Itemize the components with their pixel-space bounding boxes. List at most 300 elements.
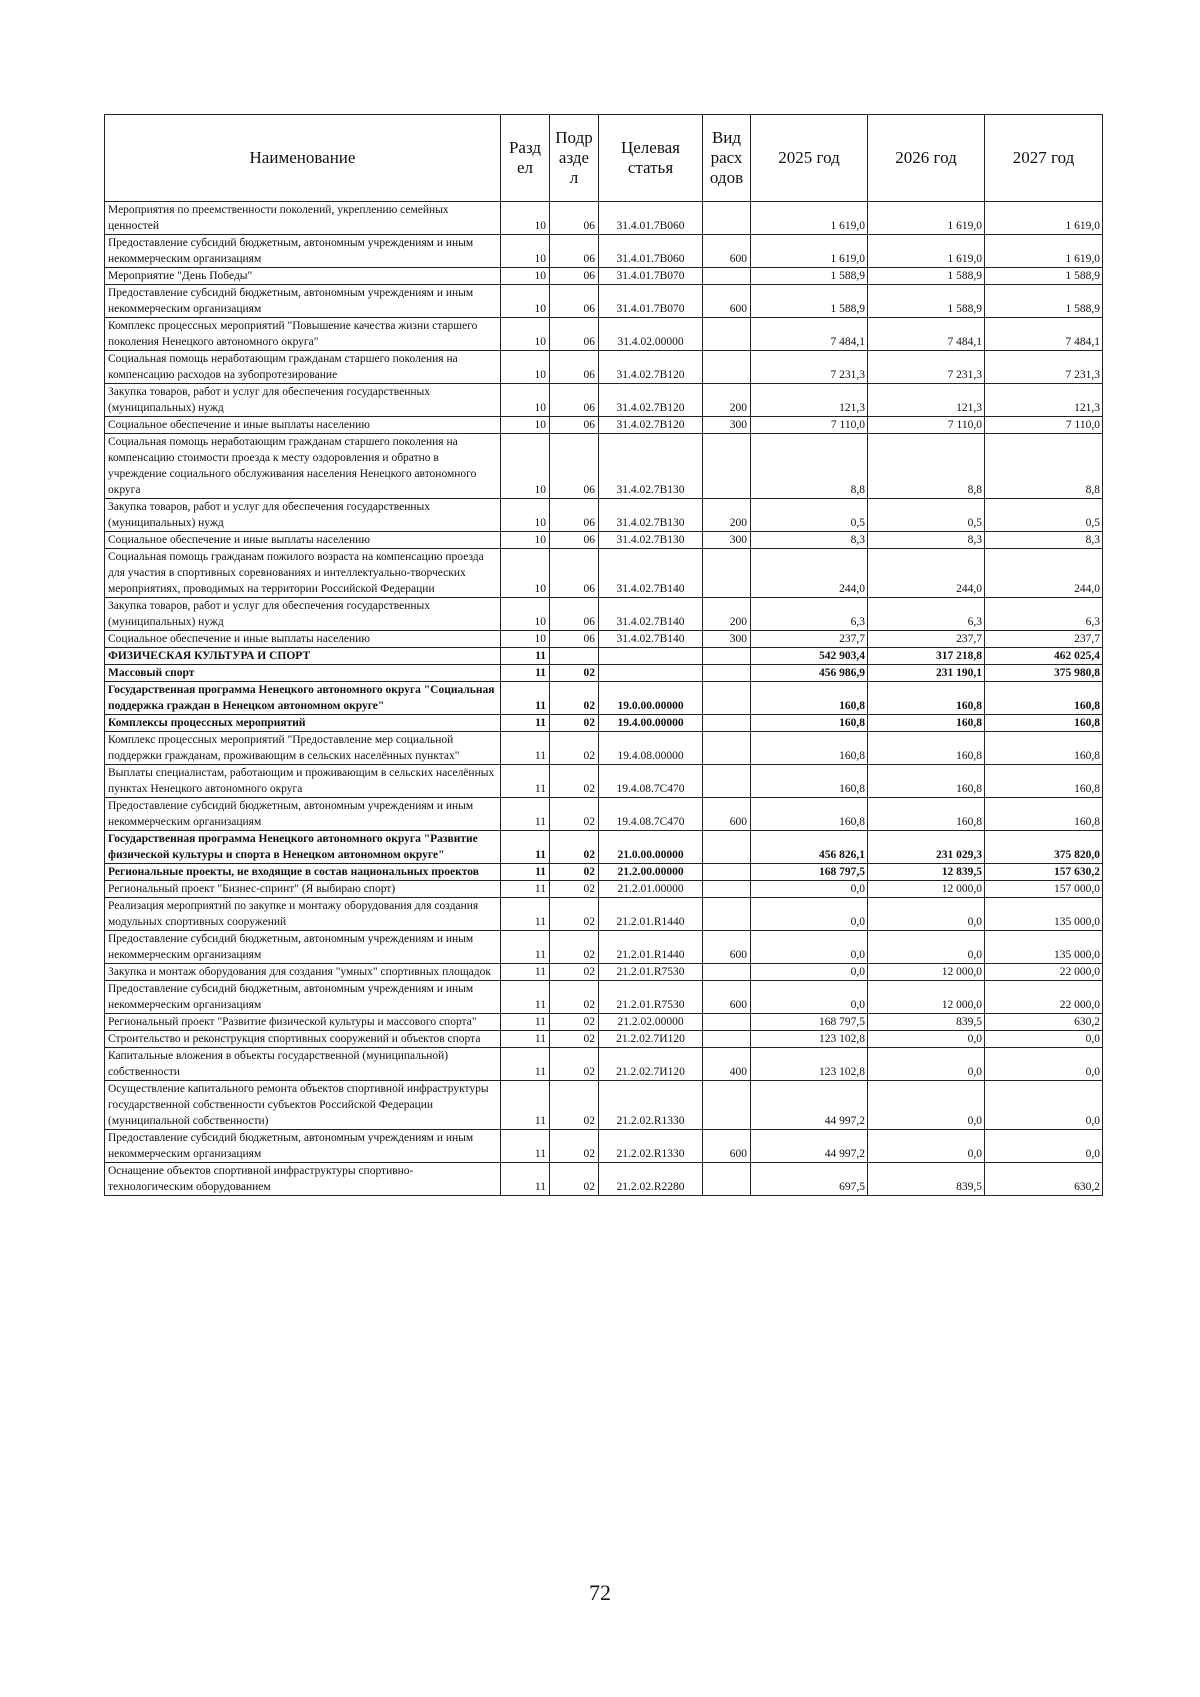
cell-2027: 135 000,0 xyxy=(985,931,1103,964)
cell-2027: 22 000,0 xyxy=(985,981,1103,1014)
cell-2025: 244,0 xyxy=(751,549,868,598)
cell-2027: 157 000,0 xyxy=(985,881,1103,898)
table-row xyxy=(105,931,1103,964)
cell-2026: 0,0 xyxy=(868,931,985,964)
cell-2027: 160,8 xyxy=(985,715,1103,732)
cell-kind: 600 xyxy=(703,1130,751,1163)
cell-subsection: 06 xyxy=(550,549,599,598)
cell-section: 10 xyxy=(501,318,550,351)
cell-target xyxy=(599,665,703,682)
cell-subsection: 06 xyxy=(550,318,599,351)
cell-2025: 123 102,8 xyxy=(751,1048,868,1081)
cell-2026: 1 588,9 xyxy=(868,285,985,318)
cell-2025: 0,0 xyxy=(751,964,868,981)
cell-section: 11 xyxy=(501,715,550,732)
page-number: 72 xyxy=(589,1580,611,1605)
cell-2025: 0,0 xyxy=(751,931,868,964)
cell-target: 19.4.00.00000 xyxy=(599,715,703,732)
header-kind: Вид расх одов xyxy=(703,115,751,202)
cell-2027: 160,8 xyxy=(985,682,1103,715)
cell-2025: 160,8 xyxy=(751,765,868,798)
cell-2026: 231 190,1 xyxy=(868,665,985,682)
cell-2026: 160,8 xyxy=(868,715,985,732)
cell-2026: 237,7 xyxy=(868,631,985,648)
cell-section: 11 xyxy=(501,981,550,1014)
table-row xyxy=(105,417,1103,434)
table-row xyxy=(105,1163,1103,1196)
cell-2026: 6,3 xyxy=(868,598,985,631)
budget-table xyxy=(104,114,1103,1196)
cell-name: Государственная программа Ненецкого автономного округа "Социальная поддержка граждан в Ненецком автономном округе" xyxy=(105,682,501,715)
cell-2026: 1 588,9 xyxy=(868,268,985,285)
cell-2025: 456 986,9 xyxy=(751,665,868,682)
cell-2025: 168 797,5 xyxy=(751,1014,868,1031)
cell-subsection: 02 xyxy=(550,931,599,964)
cell-2025: 542 903,4 xyxy=(751,648,868,665)
cell-2027: 630,2 xyxy=(985,1014,1103,1031)
cell-2026: 8,8 xyxy=(868,434,985,499)
cell-name: Социальная помощь неработающим гражданам старшего поколения на компенсацию стоимости проезда к месту оздоровления и обратно в учреждение социального обслуживания населения Ненецкого автономного округа xyxy=(105,434,501,499)
cell-name: Социальное обеспечение и иные выплаты населению xyxy=(105,631,501,648)
cell-2027: 1 588,9 xyxy=(985,285,1103,318)
cell-2025: 8,3 xyxy=(751,532,868,549)
cell-2027: 0,0 xyxy=(985,1048,1103,1081)
cell-2026: 12 000,0 xyxy=(868,981,985,1014)
cell-2025: 7 484,1 xyxy=(751,318,868,351)
cell-2026: 839,5 xyxy=(868,1014,985,1031)
cell-target: 21.2.01.R7530 xyxy=(599,964,703,981)
cell-kind: 200 xyxy=(703,598,751,631)
table-row xyxy=(105,964,1103,981)
cell-name: Государственная программа Ненецкого автономного округа "Развитие физической культуры и спорта в Ненецком автономном округе" xyxy=(105,831,501,864)
cell-2027: 244,0 xyxy=(985,549,1103,598)
cell-kind xyxy=(703,864,751,881)
cell-name: ФИЗИЧЕСКАЯ КУЛЬТУРА И СПОРТ xyxy=(105,648,501,665)
cell-2026: 7 484,1 xyxy=(868,318,985,351)
cell-2027: 1 588,9 xyxy=(985,268,1103,285)
cell-section: 11 xyxy=(501,881,550,898)
cell-target: 31.4.02.7В120 xyxy=(599,384,703,417)
cell-2026: 121,3 xyxy=(868,384,985,417)
cell-2025: 237,7 xyxy=(751,631,868,648)
cell-subsection: 02 xyxy=(550,665,599,682)
table-row xyxy=(105,1081,1103,1130)
cell-kind xyxy=(703,898,751,931)
cell-2026: 12 000,0 xyxy=(868,964,985,981)
cell-subsection: 02 xyxy=(550,1014,599,1031)
table-body xyxy=(105,202,1103,1196)
cell-kind: 600 xyxy=(703,981,751,1014)
table-row xyxy=(105,499,1103,532)
cell-subsection: 06 xyxy=(550,499,599,532)
cell-2025: 44 997,2 xyxy=(751,1130,868,1163)
cell-section: 11 xyxy=(501,798,550,831)
cell-section: 11 xyxy=(501,1048,550,1081)
table-row xyxy=(105,881,1103,898)
cell-kind xyxy=(703,732,751,765)
cell-target: 31.4.02.7В140 xyxy=(599,631,703,648)
cell-2025: 1 588,9 xyxy=(751,268,868,285)
cell-subsection: 02 xyxy=(550,964,599,981)
header-2025: 2025 год xyxy=(751,115,868,202)
cell-name: Реализация мероприятий по закупке и монтажу оборудования для создания модульных спортивных сооружений xyxy=(105,898,501,931)
cell-target: 19.4.08.7С470 xyxy=(599,765,703,798)
cell-kind: 600 xyxy=(703,235,751,268)
cell-subsection: 06 xyxy=(550,434,599,499)
table-row xyxy=(105,434,1103,499)
cell-section: 11 xyxy=(501,1081,550,1130)
cell-kind xyxy=(703,682,751,715)
cell-section: 11 xyxy=(501,665,550,682)
cell-kind xyxy=(703,1014,751,1031)
cell-target: 21.2.02.R1330 xyxy=(599,1130,703,1163)
table-row xyxy=(105,631,1103,648)
cell-2026: 160,8 xyxy=(868,682,985,715)
cell-subsection: 02 xyxy=(550,1081,599,1130)
cell-subsection: 02 xyxy=(550,1163,599,1196)
cell-target: 21.2.01.R1440 xyxy=(599,898,703,931)
cell-subsection: 02 xyxy=(550,732,599,765)
cell-target: 21.2.02.7И120 xyxy=(599,1031,703,1048)
cell-2027: 1 619,0 xyxy=(985,202,1103,235)
table-row xyxy=(105,1130,1103,1163)
cell-section: 11 xyxy=(501,1031,550,1048)
cell-section: 10 xyxy=(501,235,550,268)
cell-name: Региональный проект "Бизнес-спринт" (Я выбираю спорт) xyxy=(105,881,501,898)
cell-kind xyxy=(703,964,751,981)
cell-2025: 0,0 xyxy=(751,898,868,931)
cell-section: 11 xyxy=(501,648,550,665)
cell-2027: 160,8 xyxy=(985,732,1103,765)
cell-section: 11 xyxy=(501,931,550,964)
cell-name: Капитальные вложения в объекты государственной (муниципальной) собственности xyxy=(105,1048,501,1081)
cell-kind xyxy=(703,881,751,898)
cell-subsection: 06 xyxy=(550,532,599,549)
cell-2025: 168 797,5 xyxy=(751,864,868,881)
table-row xyxy=(105,268,1103,285)
cell-subsection: 02 xyxy=(550,765,599,798)
cell-section: 11 xyxy=(501,898,550,931)
cell-subsection: 02 xyxy=(550,831,599,864)
cell-name: Социальное обеспечение и иные выплаты населению xyxy=(105,417,501,434)
cell-2027: 0,0 xyxy=(985,1031,1103,1048)
cell-2026: 160,8 xyxy=(868,732,985,765)
cell-2027: 375 980,8 xyxy=(985,665,1103,682)
cell-subsection: 02 xyxy=(550,1130,599,1163)
cell-section: 11 xyxy=(501,1163,550,1196)
cell-2027: 22 000,0 xyxy=(985,964,1103,981)
cell-subsection: 02 xyxy=(550,881,599,898)
cell-2027: 630,2 xyxy=(985,1163,1103,1196)
cell-kind: 200 xyxy=(703,499,751,532)
cell-target: 31.4.02.7В140 xyxy=(599,598,703,631)
cell-subsection: 02 xyxy=(550,1031,599,1048)
cell-2027: 135 000,0 xyxy=(985,898,1103,931)
cell-2027: 8,3 xyxy=(985,532,1103,549)
table-row xyxy=(105,682,1103,715)
cell-subsection: 02 xyxy=(550,715,599,732)
cell-2026: 244,0 xyxy=(868,549,985,598)
cell-target: 21.2.02.R2280 xyxy=(599,1163,703,1196)
cell-2026: 0,5 xyxy=(868,499,985,532)
cell-section: 10 xyxy=(501,499,550,532)
table-row xyxy=(105,831,1103,864)
cell-2027: 157 630,2 xyxy=(985,864,1103,881)
cell-target: 31.4.02.00000 xyxy=(599,318,703,351)
table-row xyxy=(105,1031,1103,1048)
cell-target: 31.4.01.7В070 xyxy=(599,285,703,318)
cell-2027: 0,5 xyxy=(985,499,1103,532)
cell-section: 11 xyxy=(501,831,550,864)
table-row xyxy=(105,532,1103,549)
cell-target: 31.4.01.7В060 xyxy=(599,202,703,235)
cell-2026: 160,8 xyxy=(868,765,985,798)
cell-2027: 121,3 xyxy=(985,384,1103,417)
cell-section: 10 xyxy=(501,417,550,434)
cell-target: 21.0.00.00000 xyxy=(599,831,703,864)
cell-2027: 375 820,0 xyxy=(985,831,1103,864)
cell-section: 10 xyxy=(501,285,550,318)
table-row xyxy=(105,981,1103,1014)
cell-name: Предоставление субсидий бюджетным, автономным учреждениям и иным некоммерческим организациям xyxy=(105,1130,501,1163)
cell-2026: 0,0 xyxy=(868,1031,985,1048)
cell-subsection: 06 xyxy=(550,202,599,235)
cell-kind xyxy=(703,268,751,285)
cell-subsection: 02 xyxy=(550,682,599,715)
cell-2025: 160,8 xyxy=(751,798,868,831)
cell-name: Массовый спорт xyxy=(105,665,501,682)
cell-subsection: 06 xyxy=(550,598,599,631)
cell-kind xyxy=(703,715,751,732)
cell-name: Социальное обеспечение и иные выплаты населению xyxy=(105,532,501,549)
table-row xyxy=(105,665,1103,682)
cell-2026: 1 619,0 xyxy=(868,235,985,268)
cell-section: 11 xyxy=(501,864,550,881)
cell-name: Региональные проекты, не входящие в состав национальных проектов xyxy=(105,864,501,881)
cell-2026: 160,8 xyxy=(868,798,985,831)
cell-subsection: 02 xyxy=(550,898,599,931)
cell-2026: 839,5 xyxy=(868,1163,985,1196)
cell-2025: 160,8 xyxy=(751,715,868,732)
header-name: Наименование xyxy=(105,115,501,202)
cell-2025: 44 997,2 xyxy=(751,1081,868,1130)
table-row xyxy=(105,384,1103,417)
cell-2025: 456 826,1 xyxy=(751,831,868,864)
cell-target: 31.4.02.7В120 xyxy=(599,417,703,434)
cell-subsection: 02 xyxy=(550,981,599,1014)
cell-target: 21.2.01.00000 xyxy=(599,881,703,898)
cell-name: Комплекс процессных мероприятий "Повышение качества жизни старшего поколения Ненецкого автономного округа" xyxy=(105,318,501,351)
table-row xyxy=(105,318,1103,351)
table-row xyxy=(105,798,1103,831)
cell-2026: 0,0 xyxy=(868,1048,985,1081)
cell-kind: 300 xyxy=(703,532,751,549)
cell-kind xyxy=(703,434,751,499)
cell-name: Закупка и монтаж оборудования для создания "умных" спортивных площадок xyxy=(105,964,501,981)
table-header-row xyxy=(105,115,1103,202)
cell-name: Закупка товаров, работ и услуг для обеспечения государственных (муниципальных) нужд xyxy=(105,499,501,532)
cell-2027: 6,3 xyxy=(985,598,1103,631)
cell-section: 10 xyxy=(501,202,550,235)
table-row xyxy=(105,864,1103,881)
cell-2025: 0,0 xyxy=(751,881,868,898)
cell-target: 21.2.00.00000 xyxy=(599,864,703,881)
cell-target: 31.4.02.7В140 xyxy=(599,549,703,598)
cell-section: 10 xyxy=(501,351,550,384)
table-row xyxy=(105,202,1103,235)
cell-kind xyxy=(703,202,751,235)
cell-name: Предоставление субсидий бюджетным, автономным учреждениям и иным некоммерческим организациям xyxy=(105,235,501,268)
cell-2026: 8,3 xyxy=(868,532,985,549)
cell-target: 19.4.08.00000 xyxy=(599,732,703,765)
cell-2026: 0,0 xyxy=(868,898,985,931)
cell-kind: 600 xyxy=(703,285,751,318)
cell-subsection xyxy=(550,648,599,665)
cell-name: Мероприятия по преемственности поколений, укреплению семейных ценностей xyxy=(105,202,501,235)
cell-2025: 0,5 xyxy=(751,499,868,532)
cell-target xyxy=(599,648,703,665)
cell-subsection: 06 xyxy=(550,268,599,285)
cell-2026: 12 000,0 xyxy=(868,881,985,898)
cell-kind xyxy=(703,1163,751,1196)
cell-kind xyxy=(703,765,751,798)
cell-target: 19.0.00.00000 xyxy=(599,682,703,715)
cell-2025: 6,3 xyxy=(751,598,868,631)
table-row xyxy=(105,715,1103,732)
cell-2025: 7 110,0 xyxy=(751,417,868,434)
cell-name: Предоставление субсидий бюджетным, автономным учреждениям и иным некоммерческим организациям xyxy=(105,285,501,318)
cell-subsection: 06 xyxy=(550,417,599,434)
header-section: Разд ел xyxy=(501,115,550,202)
cell-name: Предоставление субсидий бюджетным, автономным учреждениям и иным некоммерческим организациям xyxy=(105,931,501,964)
cell-section: 10 xyxy=(501,434,550,499)
cell-section: 11 xyxy=(501,682,550,715)
cell-subsection: 02 xyxy=(550,798,599,831)
cell-kind: 400 xyxy=(703,1048,751,1081)
cell-2027: 7 110,0 xyxy=(985,417,1103,434)
table-row xyxy=(105,648,1103,665)
cell-kind xyxy=(703,549,751,598)
cell-kind xyxy=(703,1031,751,1048)
cell-2025: 160,8 xyxy=(751,732,868,765)
cell-target: 21.2.02.R1330 xyxy=(599,1081,703,1130)
cell-name: Региональный проект "Развитие физической культуры и массового спорта" xyxy=(105,1014,501,1031)
cell-target: 31.4.02.7В130 xyxy=(599,532,703,549)
cell-2025: 7 231,3 xyxy=(751,351,868,384)
cell-name: Оснащение объектов спортивной инфраструктуры спортивно-технологическим оборудованием xyxy=(105,1163,501,1196)
cell-target: 31.4.01.7В060 xyxy=(599,235,703,268)
cell-kind xyxy=(703,831,751,864)
cell-2026: 0,0 xyxy=(868,1081,985,1130)
cell-2027: 160,8 xyxy=(985,798,1103,831)
cell-target: 21.2.01.R1440 xyxy=(599,931,703,964)
cell-2027: 1 619,0 xyxy=(985,235,1103,268)
cell-subsection: 06 xyxy=(550,285,599,318)
cell-target: 21.2.02.7И120 xyxy=(599,1048,703,1081)
table-row xyxy=(105,898,1103,931)
cell-target: 31.4.02.7В120 xyxy=(599,351,703,384)
cell-2026: 1 619,0 xyxy=(868,202,985,235)
header-2027: 2027 год xyxy=(985,115,1103,202)
cell-subsection: 02 xyxy=(550,864,599,881)
cell-name: Закупка товаров, работ и услуг для обеспечения государственных (муниципальных) нужд xyxy=(105,384,501,417)
cell-subsection: 06 xyxy=(550,384,599,417)
table-row xyxy=(105,351,1103,384)
cell-2025: 1 619,0 xyxy=(751,202,868,235)
cell-2027: 237,7 xyxy=(985,631,1103,648)
cell-2027: 160,8 xyxy=(985,765,1103,798)
cell-2026: 0,0 xyxy=(868,1130,985,1163)
cell-2025: 123 102,8 xyxy=(751,1031,868,1048)
cell-2027: 7 484,1 xyxy=(985,318,1103,351)
table-row xyxy=(105,1014,1103,1031)
cell-name: Осуществление капитального ремонта объектов спортивной инфраструктуры государственной собственности субъектов Российской Федерации (муниципальной собственности) xyxy=(105,1081,501,1130)
cell-kind: 200 xyxy=(703,384,751,417)
cell-subsection: 06 xyxy=(550,631,599,648)
cell-kind xyxy=(703,648,751,665)
cell-kind xyxy=(703,351,751,384)
cell-section: 10 xyxy=(501,268,550,285)
cell-2026: 12 839,5 xyxy=(868,864,985,881)
cell-section: 11 xyxy=(501,1014,550,1031)
table-row xyxy=(105,598,1103,631)
cell-section: 10 xyxy=(501,598,550,631)
cell-name: Закупка товаров, работ и услуг для обеспечения государственных (муниципальных) нужд xyxy=(105,598,501,631)
table-row xyxy=(105,235,1103,268)
cell-2027: 8,8 xyxy=(985,434,1103,499)
cell-kind: 300 xyxy=(703,631,751,648)
table-row xyxy=(105,549,1103,598)
cell-target: 31.4.01.7В070 xyxy=(599,268,703,285)
cell-name: Предоставление субсидий бюджетным, автономным учреждениям и иным некоммерческим организациям xyxy=(105,981,501,1014)
cell-2025: 160,8 xyxy=(751,682,868,715)
cell-2027: 0,0 xyxy=(985,1081,1103,1130)
header-subsection: Подр азде л xyxy=(550,115,599,202)
cell-section: 11 xyxy=(501,1130,550,1163)
cell-2025: 697,5 xyxy=(751,1163,868,1196)
cell-2025: 8,8 xyxy=(751,434,868,499)
cell-2025: 1 619,0 xyxy=(751,235,868,268)
cell-2026: 317 218,8 xyxy=(868,648,985,665)
cell-section: 10 xyxy=(501,549,550,598)
cell-kind: 600 xyxy=(703,931,751,964)
cell-section: 10 xyxy=(501,631,550,648)
cell-target: 21.2.02.00000 xyxy=(599,1014,703,1031)
cell-name: Предоставление субсидий бюджетным, автономным учреждениям и иным некоммерческим организациям xyxy=(105,798,501,831)
cell-2026: 7 231,3 xyxy=(868,351,985,384)
cell-target: 19.4.08.7С470 xyxy=(599,798,703,831)
cell-2026: 231 029,3 xyxy=(868,831,985,864)
cell-2025: 1 588,9 xyxy=(751,285,868,318)
table-row xyxy=(105,285,1103,318)
cell-name: Комплексы процессных мероприятий xyxy=(105,715,501,732)
cell-kind xyxy=(703,665,751,682)
cell-subsection: 06 xyxy=(550,235,599,268)
header-target: Целевая статья xyxy=(599,115,703,202)
cell-2027: 0,0 xyxy=(985,1130,1103,1163)
cell-name: Строительство и реконструкция спортивных сооружений и объектов спорта xyxy=(105,1031,501,1048)
cell-kind xyxy=(703,318,751,351)
cell-kind: 600 xyxy=(703,798,751,831)
cell-target: 31.4.02.7В130 xyxy=(599,434,703,499)
cell-subsection: 06 xyxy=(550,351,599,384)
cell-subsection: 02 xyxy=(550,1048,599,1081)
cell-section: 11 xyxy=(501,964,550,981)
cell-section: 11 xyxy=(501,732,550,765)
cell-name: Мероприятие "День Победы" xyxy=(105,268,501,285)
cell-2025: 0,0 xyxy=(751,981,868,1014)
cell-target: 31.4.02.7В130 xyxy=(599,499,703,532)
